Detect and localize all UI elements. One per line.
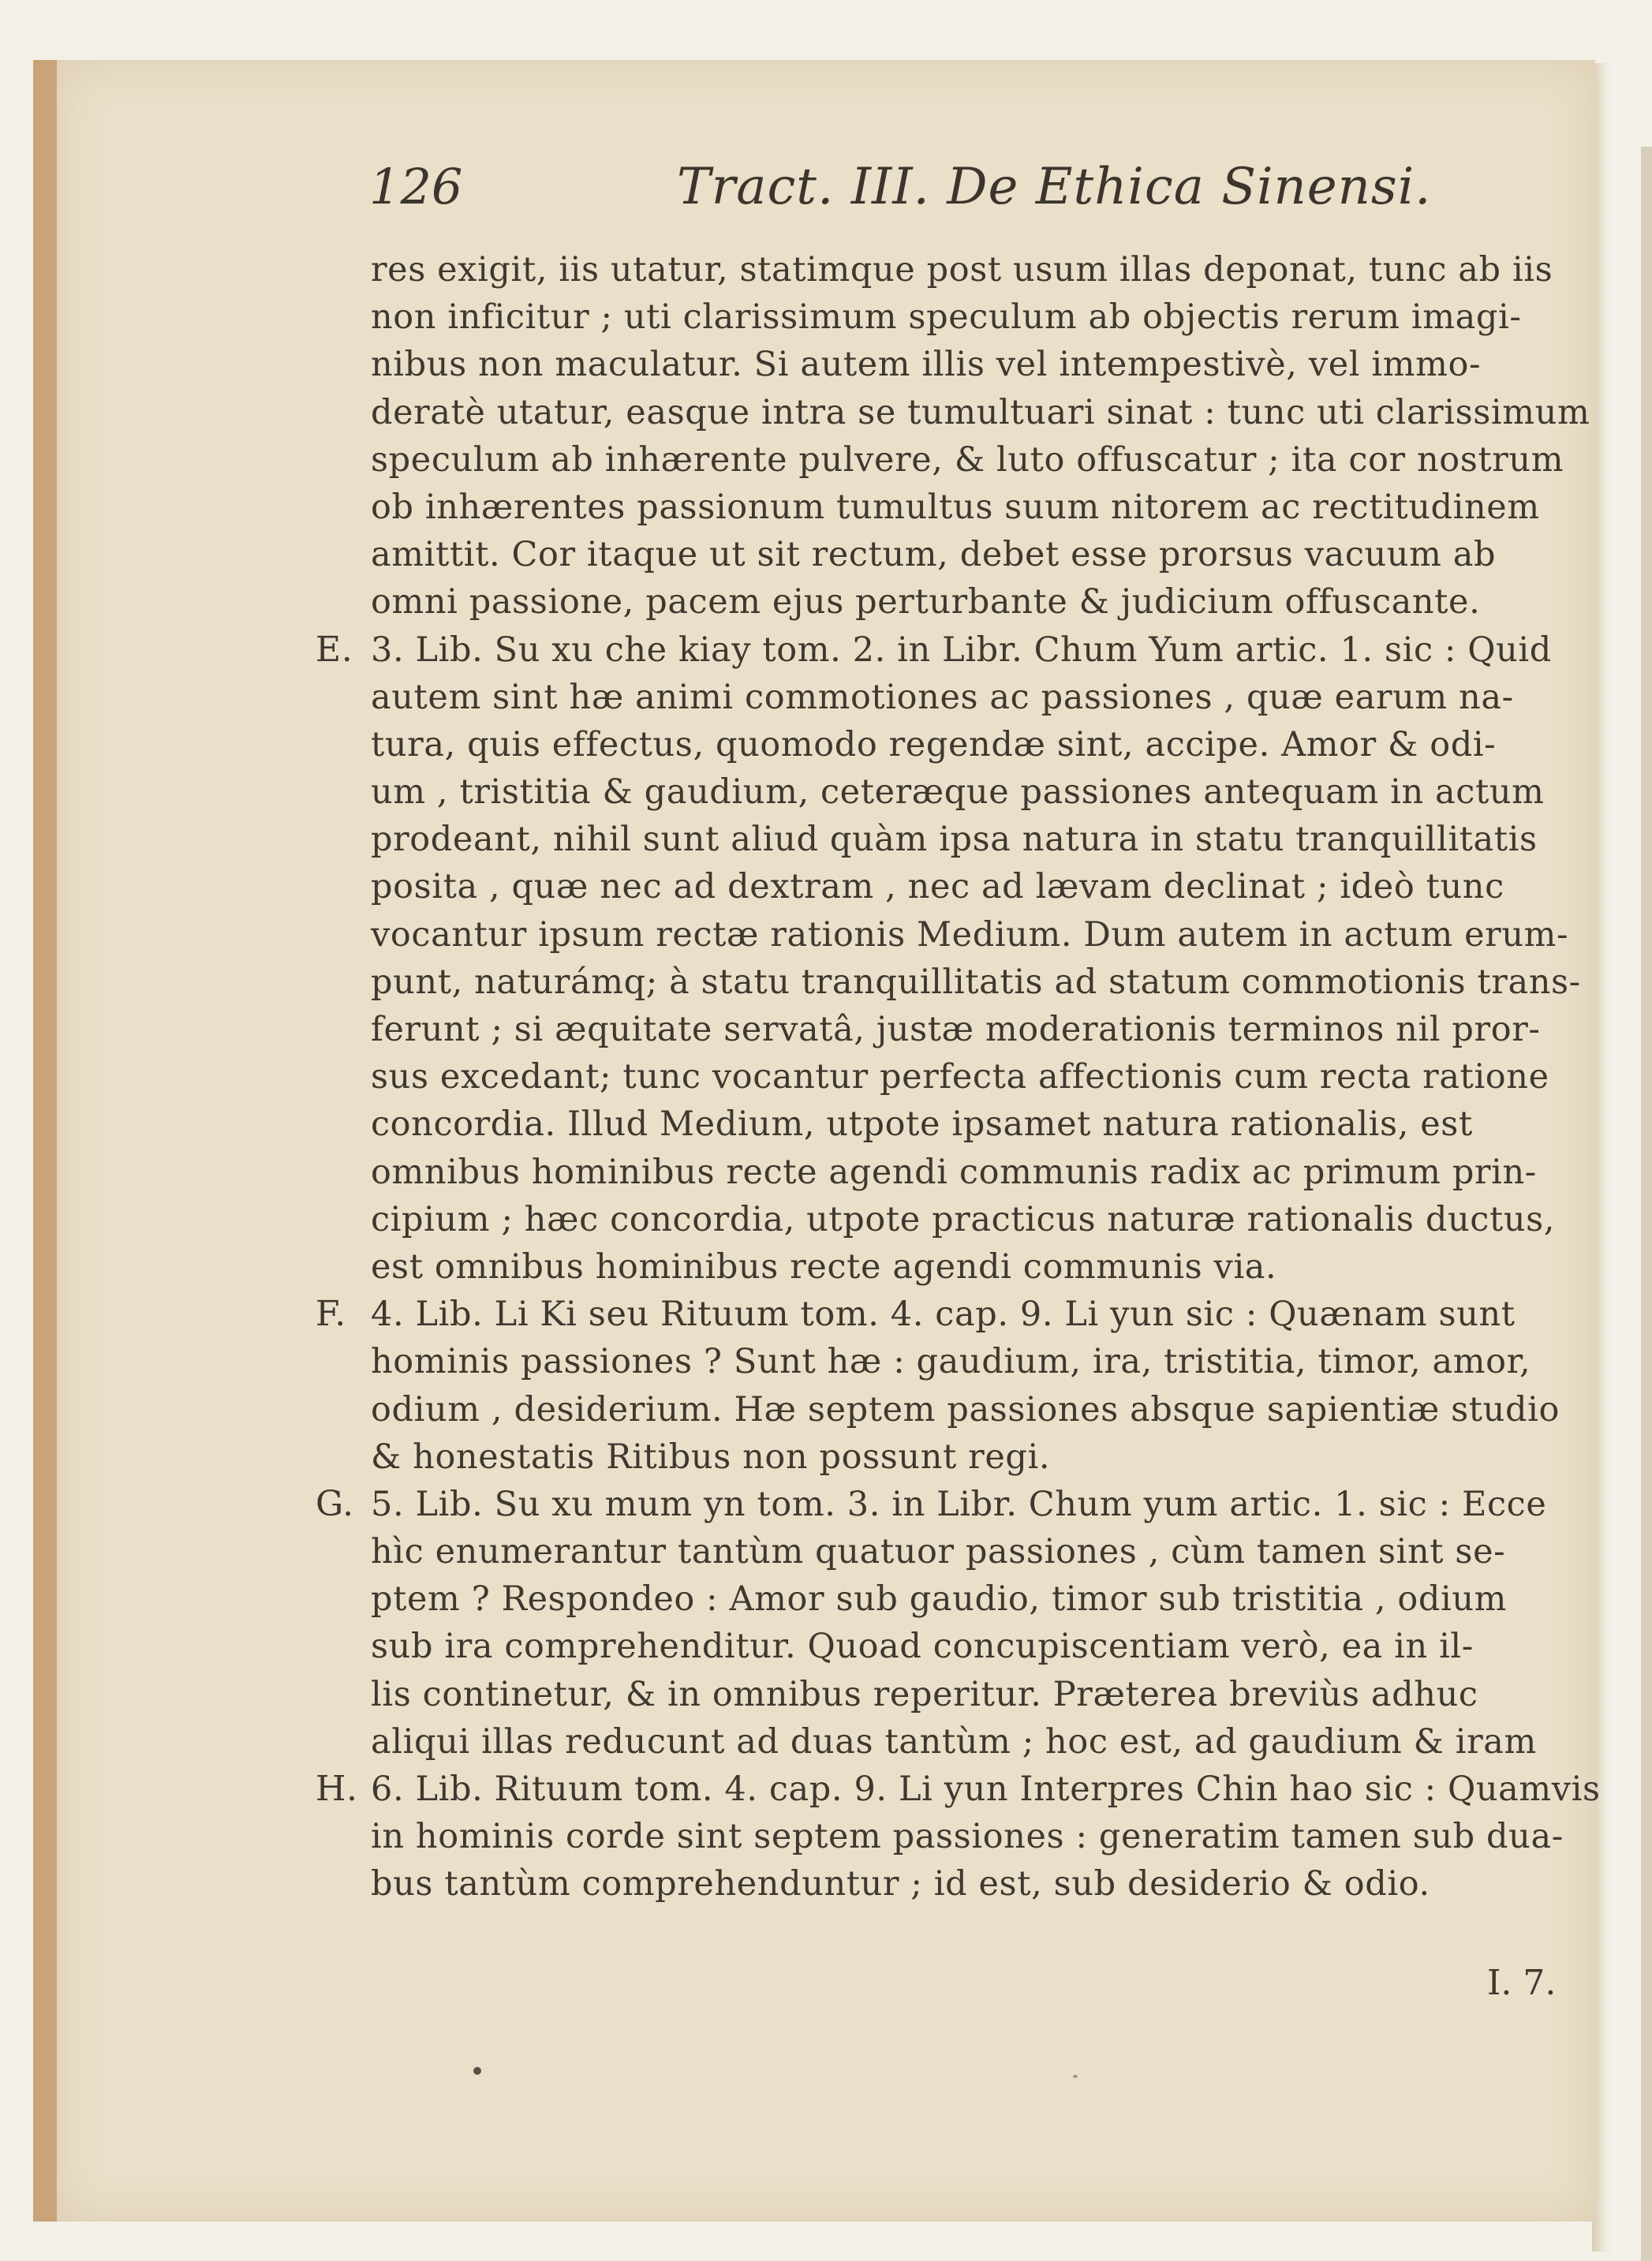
line-text: odium , desiderium. Hæ septem passiones absque sapientiæ studio <box>371 1389 1560 1429</box>
text-line <box>371 1006 1609 1053</box>
line-text: ob inhærentes passionum tumultus suum nitorem ac rectitudinem <box>371 487 1540 527</box>
gutter-seam <box>1641 147 1652 2261</box>
line-text: hìc enumerantur tantùm quatuor passiones , cùm tamen sint se- <box>371 1532 1506 1572</box>
line-text: 6. Lib. Rituum tom. 4. cap. 9. Li yun Interpres Chin hao sic : Quamvis <box>371 1770 1601 1809</box>
paper-speck <box>473 2067 481 2075</box>
note-marker: F. <box>316 1294 346 1335</box>
text-line <box>371 1196 1609 1243</box>
text-line <box>371 1053 1609 1101</box>
text-line <box>371 1528 1609 1575</box>
page-number: 126 <box>369 158 463 215</box>
line-text: sub ira comprehenditur. Quoad concupiscentiam verò, ea in il- <box>371 1627 1474 1667</box>
line-text: sus excedant; tunc vocantur perfecta affectionis cum recta ratione <box>371 1057 1549 1097</box>
line-text: vocantur ipsum rectæ rationis Medium. Dum autem in actum erum- <box>371 914 1569 955</box>
line-text: lis continetur, & in omnibus reperitur. Præterea breviùs adhuc <box>371 1674 1478 1714</box>
note-marker: H. <box>316 1769 358 1809</box>
text-line <box>316 1481 1609 1528</box>
line-text: ferunt ; si æquitate servatâ, justæ moderationis terminos nil pror- <box>371 1010 1541 1049</box>
text-line <box>316 1291 1609 1338</box>
note-marker: E. <box>316 629 353 670</box>
line-text: concordia. Illud Medium, utpote ipsamet natura rationalis, est <box>371 1104 1473 1145</box>
line-text: posita , quæ nec ad dextram , nec ad lævam declinat ; ideò tunc <box>371 867 1504 907</box>
text-line <box>371 389 1609 436</box>
text-line <box>371 674 1609 721</box>
text-line <box>371 1718 1609 1766</box>
text-line <box>371 1149 1609 1196</box>
text-line <box>371 1860 1609 1908</box>
text-line <box>371 436 1609 484</box>
book-spine-edge <box>33 60 57 2222</box>
text-line <box>371 1101 1609 1148</box>
line-text: in hominis corde sint septem passiones : generatim tamen sub dua- <box>371 1817 1564 1857</box>
line-text: 5. Lib. Su xu mum yn tom. 3. in Libr. Chum yum artic. 1. sic : Ecce <box>371 1484 1547 1524</box>
line-text: est omnibus hominibus recte agendi communis via. <box>371 1246 1277 1287</box>
text-line <box>371 959 1609 1006</box>
text-line <box>371 1433 1609 1481</box>
line-text: um , tristitia & gaudium, ceteræque passiones antequam in actum <box>371 772 1545 813</box>
catchword: I. 7. <box>1487 1963 1557 2003</box>
line-text: tura, quis effectus, quomodo regendæ sint, accipe. Amor & odi- <box>371 724 1497 764</box>
text-line <box>371 1243 1609 1291</box>
text-line <box>371 816 1609 863</box>
text-line <box>371 1575 1609 1623</box>
text-line <box>371 1671 1609 1718</box>
text-line <box>371 578 1609 626</box>
text-line <box>371 863 1609 910</box>
line-text: aliqui illas reducunt ad duas tantùm ; hoc est, ad gaudium & iram <box>371 1721 1537 1762</box>
line-text: 4. Lib. Li Ki seu Rituum tom. 4. cap. 9. Li yun sic : Quænam sunt <box>371 1295 1516 1335</box>
line-text: omni passione, pacem ejus perturbante & judicium offuscante. <box>371 582 1481 622</box>
text-line <box>371 1623 1609 1670</box>
line-text: amittit. Cor itaque ut sit rectum, debet esse prorsus vacuum ab <box>371 535 1497 575</box>
text-line <box>371 911 1609 959</box>
line-text: prodeant, nihil sunt aliud quàm ipsa natura in statu tranquillitatis <box>371 820 1538 860</box>
text-line <box>371 1813 1609 1860</box>
line-text: omnibus hominibus recte agendi communis radix ac primum prin- <box>371 1152 1537 1192</box>
body-text <box>316 246 1609 1982</box>
line-text: autem sint hæ animi commotiones ac passiones , quæ earum na- <box>371 677 1514 717</box>
line-text: cipium ; hæc concordia, utpote practicus naturæ rationalis ductus, <box>371 1199 1556 1239</box>
text-line <box>371 1338 1609 1385</box>
line-text: 3. Lib. Su xu che kiay tom. 2. in Libr. Chum Yum artic. 1. sic : Quid <box>371 630 1552 670</box>
text-line <box>316 626 1609 674</box>
text-line <box>371 531 1609 578</box>
text-line <box>371 721 1609 768</box>
line-text: punt, naturámq; à statu tranquillitatis ad statum commotionis trans- <box>371 962 1581 1002</box>
text-line <box>371 293 1609 341</box>
paper-speck <box>1073 2075 1078 2078</box>
line-text: non inficitur ; uti clarissimum speculum ab objectis rerum imagi- <box>371 297 1522 338</box>
text-line <box>316 1766 1609 1813</box>
paper-specks <box>473 2051 1420 2083</box>
text-line <box>371 341 1609 388</box>
text-line <box>371 1386 1609 1433</box>
text-line <box>371 484 1609 531</box>
line-text: ptem ? Respondeo : Amor sub gaudio, timor sub tristitia , odium <box>371 1579 1508 1620</box>
running-title: Tract. III. De Ethica Sinensi. <box>677 158 1432 216</box>
page-header <box>369 158 1553 229</box>
text-line <box>371 246 1609 293</box>
line-text: speculum ab inhærente pulvere, & luto offuscatur ; ita cor nostrum <box>371 439 1564 480</box>
line-text: bus tantùm comprehenduntur ; id est, sub desiderio & odio. <box>371 1864 1430 1904</box>
line-text: hominis passiones ? Sunt hæ : gaudium, ira, tristitia, timor, amor, <box>371 1342 1531 1382</box>
line-text: deratè utatur, easque intra se tumultuari sinat : tunc uti clarissimum <box>371 392 1590 432</box>
note-marker: G. <box>316 1483 354 1524</box>
line-text: & honestatis Ritibus non possunt regi. <box>371 1437 1051 1477</box>
text-line <box>371 768 1609 816</box>
line-text: nibus non maculatur. Si autem illis vel intempestivè, vel immo- <box>371 345 1482 385</box>
line-text: res exigit, iis utatur, statimque post usum illas deponat, tunc ab iis <box>371 250 1553 290</box>
